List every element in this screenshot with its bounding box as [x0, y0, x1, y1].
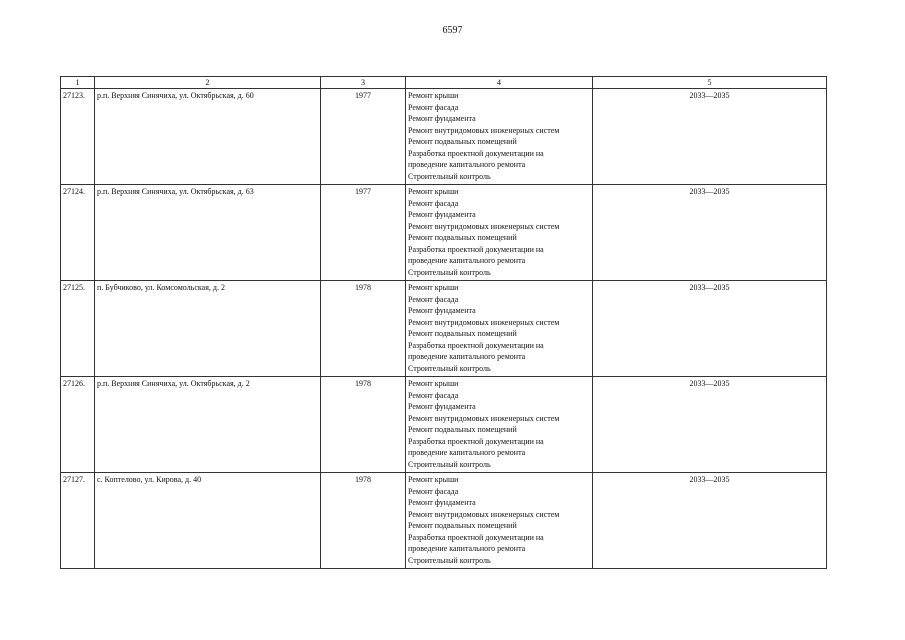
work-item: Ремонт фундамента: [408, 114, 476, 123]
column-header-1: 1: [61, 77, 95, 89]
work-item: Разработка проектной документации на: [408, 436, 544, 446]
work-item: Ремонт подвальных помещений: [408, 137, 517, 146]
work-item: Строительный контроль: [408, 267, 491, 277]
work-item: Разработка проектной документации на: [408, 340, 544, 350]
table-row: [61, 377, 827, 473]
repair-period: 2033—2035: [593, 89, 827, 185]
work-item: Ремонт фасада: [408, 390, 459, 400]
row-number: 27126.: [61, 377, 95, 473]
work-item: Ремонт крыши: [408, 283, 459, 292]
work-item: Ремонт фундамента: [408, 498, 476, 507]
building-address: с. Коптелово, ул. Кирова, д. 40: [95, 473, 321, 569]
work-item: Строительный контроль: [408, 459, 491, 469]
work-item: проведение капитального ремонта: [408, 160, 526, 169]
repair-works-list: [406, 89, 593, 185]
work-item: Ремонт подвальных помещений: [408, 329, 517, 338]
work-item: Ремонт фасада: [408, 486, 459, 496]
column-header-3: 3: [321, 77, 406, 89]
work-item: Ремонт крыши: [408, 379, 459, 388]
repair-period: 2033—2035: [593, 377, 827, 473]
repair-works-list: [406, 377, 593, 473]
work-item: Ремонт внутридомовых инженерных систем: [408, 317, 560, 327]
work-item: Ремонт подвальных помещений: [408, 425, 517, 434]
repair-schedule-table: [60, 76, 827, 569]
work-item: Ремонт подвальных помещений: [408, 521, 517, 530]
table-row: [61, 185, 827, 281]
construction-year: 1978: [321, 281, 406, 377]
construction-year: 1977: [321, 185, 406, 281]
column-number-row: [61, 77, 827, 89]
row-number: 27123.: [61, 89, 95, 185]
work-item: Ремонт крыши: [408, 187, 459, 196]
construction-year: 1978: [321, 377, 406, 473]
building-address: р.п. Верхняя Синячиха, ул. Октябрьская, д. 2: [95, 377, 321, 473]
work-item: Ремонт внутридомовых инженерных систем: [408, 125, 560, 135]
building-address: р.п. Верхняя Синячиха, ул. Октябрьская, д. 60: [95, 89, 321, 185]
building-address: р.п. Верхняя Синячиха, ул. Октябрьская, д. 63: [95, 185, 321, 281]
page-number: 6597: [442, 25, 463, 36]
work-item: Ремонт крыши: [408, 475, 459, 484]
work-item: Ремонт подвальных помещений: [408, 233, 517, 242]
work-item: Разработка проектной документации на: [408, 244, 544, 254]
construction-year: 1977: [321, 89, 406, 185]
work-item: проведение капитального ремонта: [408, 256, 526, 265]
construction-year: 1978: [321, 473, 406, 569]
work-item: Ремонт внутридомовых инженерных систем: [408, 221, 560, 231]
repair-works-list: [406, 185, 593, 281]
work-item: Ремонт крыши: [408, 91, 459, 100]
building-address: п. Бубчиково, ул. Комсомольская, д. 2: [95, 281, 321, 377]
column-header-5: 5: [593, 77, 827, 89]
work-item: Разработка проектной документации на: [408, 148, 544, 158]
repair-period: 2033—2035: [593, 281, 827, 377]
repair-period: 2033—2035: [593, 185, 827, 281]
table-row: [61, 89, 827, 185]
work-item: Ремонт фасада: [408, 294, 459, 304]
work-item: Ремонт фасада: [408, 102, 459, 112]
repair-works-list: [406, 473, 593, 569]
work-item: проведение капитального ремонта: [408, 352, 526, 361]
work-item: Ремонт фундамента: [408, 402, 476, 411]
work-item: Ремонт фундамента: [408, 306, 476, 315]
work-item: Строительный контроль: [408, 363, 491, 373]
column-header-2: 2: [95, 77, 321, 89]
table-row: [61, 281, 827, 377]
work-item: Разработка проектной документации на: [408, 532, 544, 542]
column-header-4: 4: [406, 77, 593, 89]
work-item: проведение капитального ремонта: [408, 544, 526, 553]
work-item: Строительный контроль: [408, 171, 491, 181]
row-number: 27124.: [61, 185, 95, 281]
table-row: [61, 473, 827, 569]
work-item: Ремонт внутридомовых инженерных систем: [408, 509, 560, 519]
repair-works-list: [406, 281, 593, 377]
work-item: Ремонт фасада: [408, 198, 459, 208]
table-body: [61, 77, 827, 569]
row-number: 27125.: [61, 281, 95, 377]
work-item: Строительный контроль: [408, 555, 491, 565]
work-item: проведение капитального ремонта: [408, 448, 526, 457]
work-item: Ремонт фундамента: [408, 210, 476, 219]
work-item: Ремонт внутридомовых инженерных систем: [408, 413, 560, 423]
repair-period: 2033—2035: [593, 473, 827, 569]
row-number: 27127.: [61, 473, 95, 569]
